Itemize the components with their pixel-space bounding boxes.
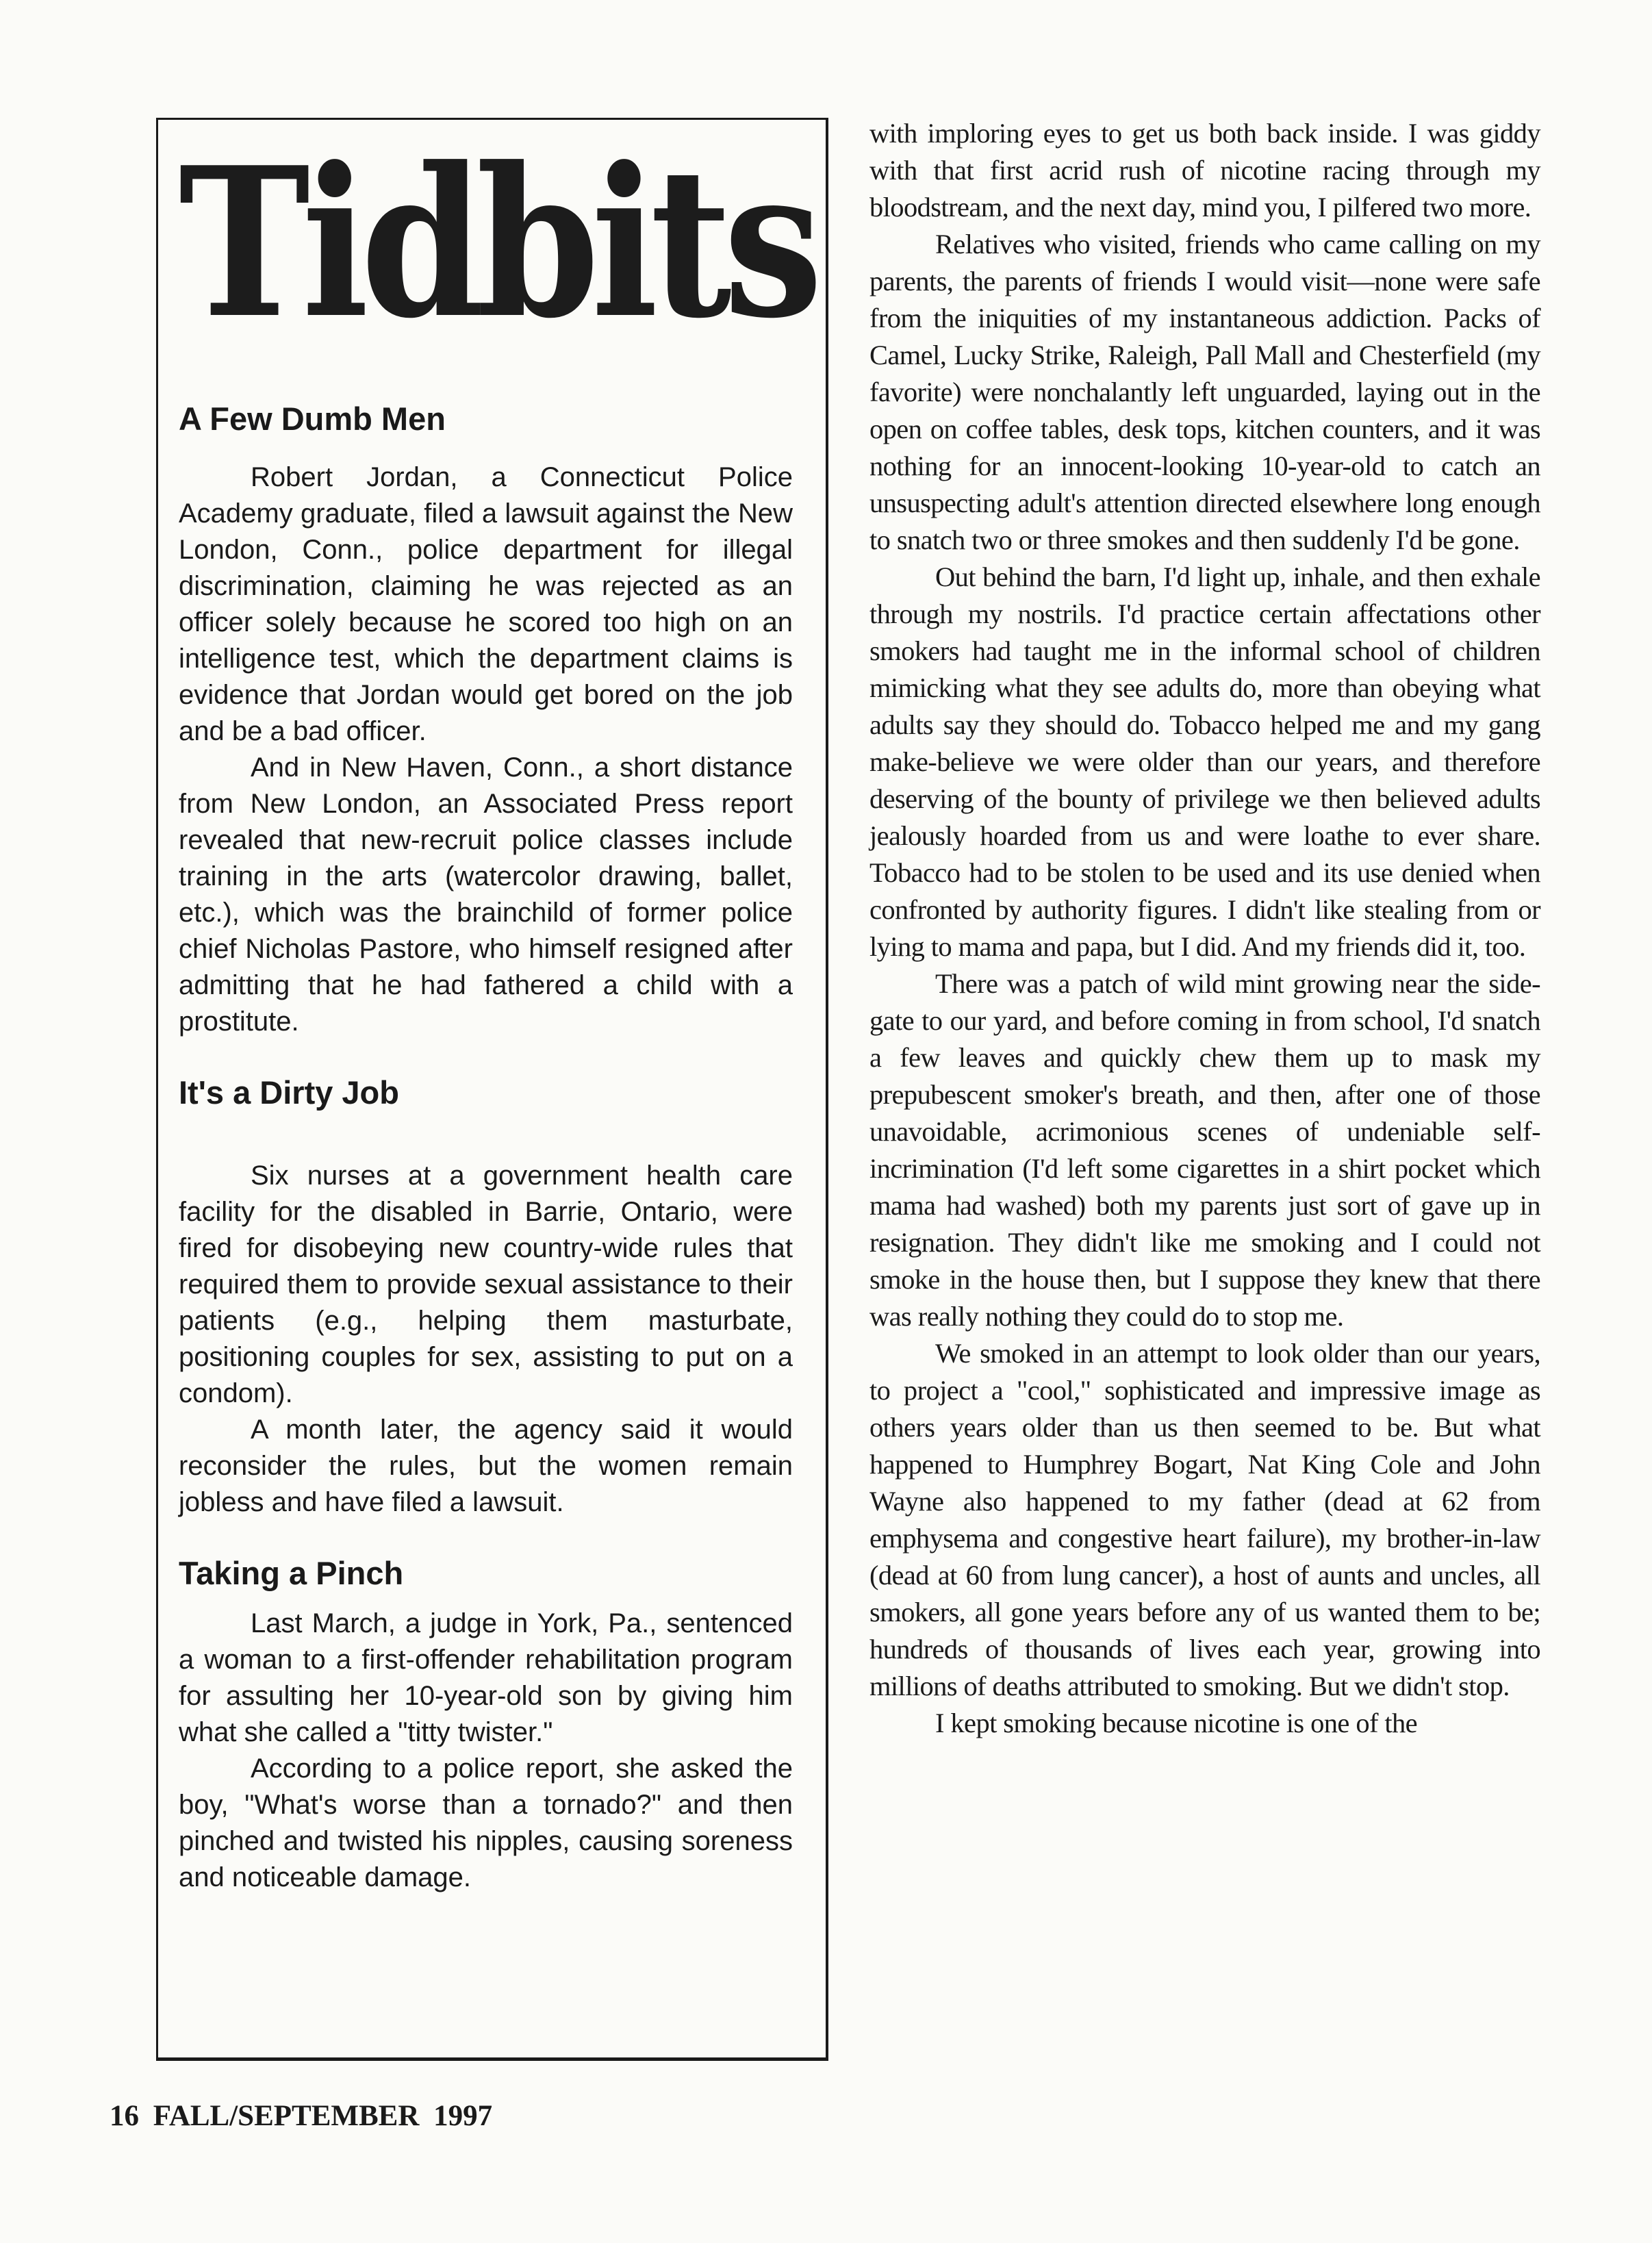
article-paragraph: We smoked in an attempt to look older than our years, to project a "cool," sophisticated and impressive image as others years older than us then seemed to be. But what happened to Humphrey Bogart, Nat King Cole and John Wayne also happened to my father (dead at 62 from emphysema and congestive heart failure), my brother-in-law (dead at 60 from lung cancer), a host of aunts and uncles, all smokers, all gone years before any of us wanted them to be; hundreds of thousands of lives each year, growing into millions of deaths attributed to smoking. But we didn't stop. [869,1338,1540,1701]
section-a-few-dumb-men [179,401,793,1040]
issue-label: FALL/SEPTEMBER [153,2100,420,2132]
paragraph: Last March, a judge in York, Pa., sentenced a woman to a first-offender rehabilitation program for assulting her 10-year-old son by giving him what she called a "titty twister." [179,1608,793,1747]
article-paragraph: with imploring eyes to get us both back inside. I was giddy with that first acrid rush of nicotine racing through my bloodstream, and the next day, mind you, I pilfered two more. [869,118,1540,223]
issue-year: 1997 [433,2100,493,2132]
tidbits-sidebar-box [156,118,828,2061]
article-column [869,115,1540,1742]
paragraph: According to a police report, she asked the boy, "What's worse than a tornado?" and then pinched and twisted his nipples, causing soreness and noticeable damage. [179,1753,793,1892]
article-paragraph: Relatives who visited, friends who came calling on my parents, the parents of friends I would visit—none were safe from the iniquities of my instantaneous addiction. Packs of Camel, Lucky Strike, Raleigh, Pall Mall and Chesterfield (my favorite) were nonchalantly left unguarded, laying out in the open on coffee tables, desk tops, kitchen counters, and it was nothing for an innocent-looking 10-year-old to catch an unsuspecting adult's attention directed elsewhere long enough to snatch two or three smokes and then suddenly I'd be gone. [869,229,1540,555]
paragraph: And in New Haven, Conn., a short distance from New London, an Associated Press report revealed that new-recruit police classes include training in the arts (watercolor drawing, ballet, etc.), which was the brainchild of former police chief Nicholas Pastore, who himself resigned after admitting that he had fathered a child with a prostitute. [179,752,793,1037]
paragraph: A month later, the agency said it would reconsider the rules, but the women remain jobless and have filed a lawsuit. [179,1415,793,1517]
section-heading: It's a Dirty Job [179,1074,399,1111]
paragraph: Six nurses at a government health care facility for the disabled in Barrie, Ontario, were fired for disobeying new country-wide rules that required them to provide sexual assistance to their patients (e.g., helping them masturbate, positioning couples for sex, assisting to put on a condom). [179,1161,793,1408]
section-its-a-dirty-job [179,1074,793,1521]
tidbits-masthead: Tidbits [179,122,815,364]
article-paragraph: I kept smoking because nicotine is one of the [935,1708,1418,1738]
section-taking-a-pinch [179,1555,793,1896]
article-paragraph: There was a patch of wild mint growing near the side-gate to our yard, and before coming in from school, I'd snatch a few leaves and quickly chew them up to mask my prepubescent smoker's breath, and then, after one of those unavoidable, acrimonious scenes of undeniable self-incrimination (I'd left some cigarettes in a shirt pocket which mama had washed) both my parents just sort of gave up in resignation. They didn't like me smoking and I could not smoke in the house then, but I suppose they knew that there was really nothing they could do to stop me. [869,968,1540,1332]
section-heading: A Few Dumb Men [179,401,446,437]
paragraph: Robert Jordan, a Connecticut Police Academy graduate, filed a lawsuit against the New London, Conn., police department for illegal discrimination, claiming he was rejected as an officer solely because he scored too high on an intelligence test, which the department claims is evidence that Jordan would get bored on the job and be a bad officer. [179,462,793,746]
page-footer [110,2099,492,2133]
page-number: 16 [110,2100,139,2132]
article-paragraph: Out behind the barn, I'd light up, inhale, and then exhale through my nostrils. I'd practice certain affectations other smokers had taught me in the informal school of children mimicking what they see adults do, more than obeying what adults say they should do. Tobacco helped me and my gang make-believe we were older than our years, and therefore deserving of the bounty of privilege we then believed adults jealously hoarded from us and were loathe to ever share. Tobacco had to be stolen to be used and its use denied when confronted by authority figures. I didn't like stealing from or lying to mama and papa, but I did. And my friends did it, too. [869,561,1540,962]
section-heading: Taking a Pinch [179,1555,404,1591]
